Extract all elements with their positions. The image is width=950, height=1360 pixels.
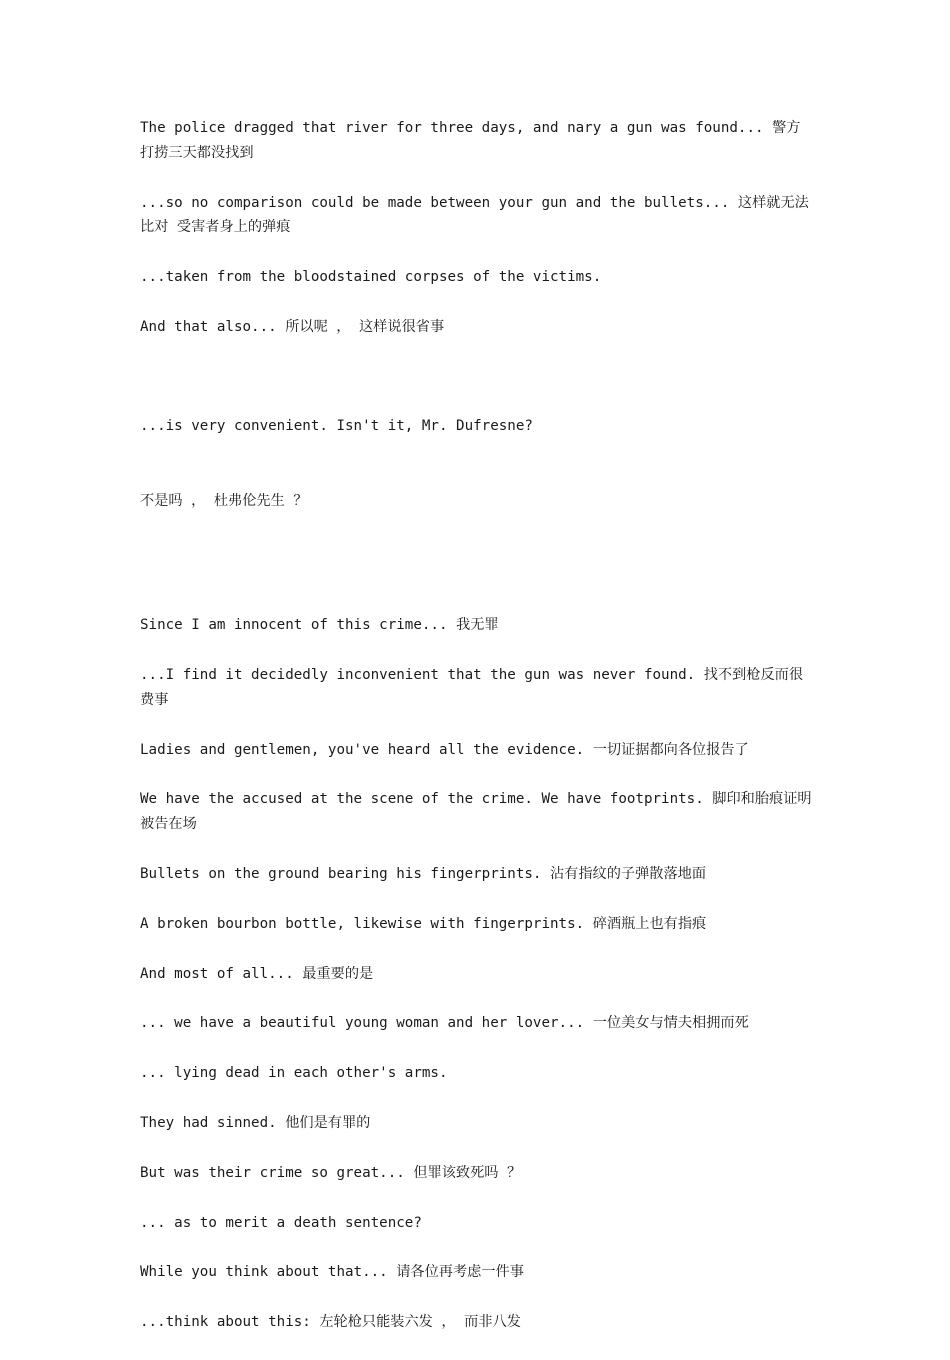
paragraph: And most of all... 最重要的是 <box>140 965 374 982</box>
paragraph: And that also... 所以呢 ， 这样说很省事 <box>140 318 445 335</box>
paragraph: ... lying dead in each other's arms. <box>140 1065 448 1082</box>
paragraph: The police dragged that river for three days, and nary a gun was found... 警方打捞三天都没找到 <box>140 120 801 161</box>
paragraph: While you think about that... 请各位再考虑一件事 <box>140 1264 524 1281</box>
paragraph: Since I am innocent of this crime... 我无罪 <box>140 617 499 634</box>
paragraph: ...taken from the bloodstained corpses of the victims. <box>140 269 602 286</box>
paragraph: But was their crime so great... 但罪该致死吗 ？ <box>140 1164 522 1181</box>
paragraph: We have the accused at the scene of the crime. We have footprints. 脚印和胎痕证明被告在场 <box>140 791 812 833</box>
paragraph: Bullets on the ground bearing his fingerprints. 沾有指纹的子弹散落地面 <box>140 865 707 882</box>
paragraph: ...so no comparison could be made between your gun and the bullets... 这样就无法比对 受害者身上的弹痕 <box>140 194 809 236</box>
paragraph: ... we have a beautiful young woman and her lover... 一位美女与情夫相拥而死 <box>140 1015 749 1032</box>
paragraph-line: ...is very convenient. Isn't it, Mr. Dufresne? <box>140 418 533 435</box>
paragraph: ...I find it decidedly inconvenient that the gun was never found. 找不到枪反而很费事 <box>140 666 804 708</box>
paragraph: ... as to merit a death sentence? <box>140 1214 422 1231</box>
paragraph <box>140 365 812 563</box>
paragraph: They had sinned. 他们是有罪的 <box>140 1114 371 1131</box>
document-page <box>140 116 812 1360</box>
paragraph-line: 不是吗 ， 杜弗伦先生 ？ <box>140 492 308 509</box>
paragraph: A broken bourbon bottle, likewise with fingerprints. 碎酒瓶上也有指痕 <box>140 915 707 932</box>
paragraph: Ladies and gentlemen, you've heard all the evidence. 一切证据都向各位报告了 <box>140 741 749 758</box>
paragraph: ...think about this: 左轮枪只能装六发 ， 而非八发 <box>140 1314 521 1331</box>
